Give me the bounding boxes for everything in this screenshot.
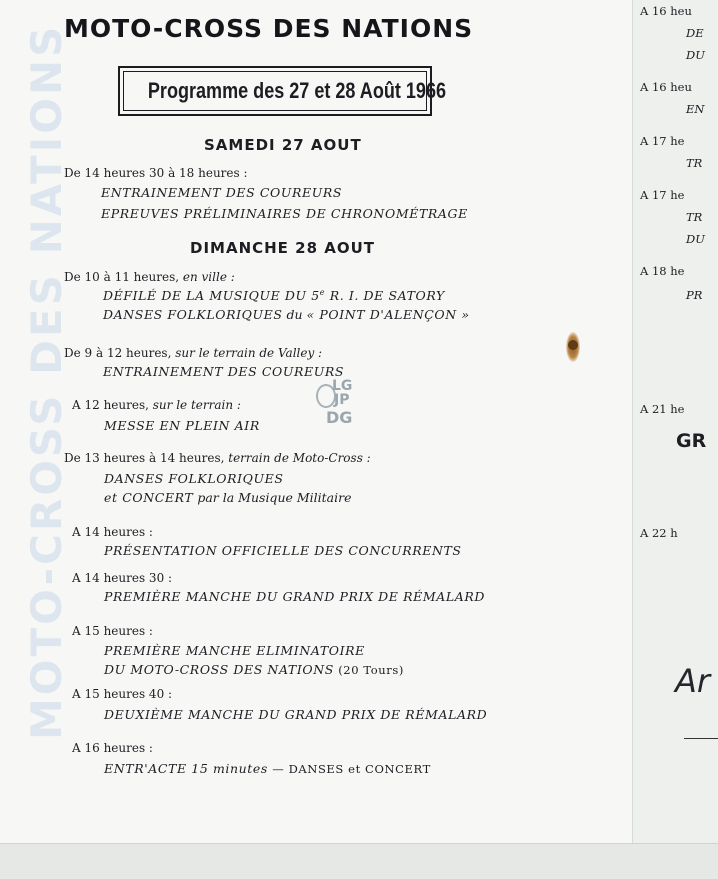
right-event-line: TR <box>686 210 703 224</box>
time-line: De 13 heures à 14 heures, terrain de Moto-Cross : <box>64 451 371 465</box>
right-time-line: A 21 he <box>640 402 685 416</box>
time-line: A 14 heures 30 : <box>72 571 173 585</box>
right-event-line: DU <box>686 48 705 62</box>
event-line: PREMIÈRE MANCHE DU GRAND PRIX DE RÉMALARD <box>104 589 486 604</box>
event-line: EPREUVES PRÉLIMINAIRES DE CHRONOMÉTRAGE <box>101 206 468 221</box>
right-event-line: EN <box>686 102 705 116</box>
right-time-line: A 22 h <box>640 526 678 540</box>
ghost-text: MOTO-CROSS DES NATIONS <box>22 23 71 740</box>
right-time-line: A 17 he <box>640 134 685 148</box>
programme-dates: Programme des 27 et 28 Août 1966 <box>147 78 447 103</box>
right-event-line: DU <box>686 232 705 246</box>
stain-dot <box>568 340 578 350</box>
time-line: A 12 heures, sur le terrain : <box>72 398 241 412</box>
right-heading: GR <box>676 430 707 452</box>
right-time-line: A 16 heu <box>640 80 692 94</box>
time-line: A 15 heures : <box>72 624 153 638</box>
watermark-logo: LG JP DG <box>314 378 366 426</box>
right-event-line: TR <box>686 156 703 170</box>
bottom-edge <box>0 843 718 879</box>
event-line: ENTR'ACTE 15 minutes — DANSES et CONCERT <box>104 761 431 776</box>
page-title: MOTO-CROSS DES NATIONS <box>64 14 474 43</box>
right-time-line: A 18 he <box>640 264 685 278</box>
event-line: DANSES FOLKLORIQUES <box>104 471 284 486</box>
event-line: DANSES FOLKLORIQUES du « POINT D'ALENÇON » <box>103 307 470 322</box>
event-line: DU MOTO-CROSS DES NATIONS (20 Tours) <box>104 662 404 677</box>
right-time-line: A 17 he <box>640 188 685 202</box>
event-line: DÉFILÉ DE LA MUSIQUE DU 5e R. I. DE SATORY <box>103 288 445 304</box>
event-line: et CONCERT par la Musique Militaire <box>104 490 352 505</box>
time-line: A 16 heures : <box>72 741 153 755</box>
event-line: ENTRAINEMENT DES COUREURS <box>103 364 345 379</box>
time-line: De 14 heures 30 à 18 heures : <box>64 166 248 180</box>
event-line: ENTRAINEMENT DES COUREURS <box>101 185 343 200</box>
right-signature-text: Ar <box>675 662 711 700</box>
event-line: PREMIÈRE MANCHE ELIMINATOIRE <box>104 643 365 658</box>
time-line: A 14 heures : <box>72 525 153 539</box>
event-line: PRÉSENTATION OFFICIELLE DES CONCURRENTS <box>104 543 462 558</box>
day-heading-saturday: SAMEDI 27 AOUT <box>204 136 362 154</box>
right-event-line: PR <box>686 288 703 302</box>
time-line: A 15 heures 40 : <box>72 687 173 701</box>
event-line: DEUXIÈME MANCHE DU GRAND PRIX DE RÉMALARD <box>104 707 488 722</box>
right-time-line: A 16 heu <box>640 4 692 18</box>
time-line: De 9 à 12 heures, sur le terrain de Valley : <box>64 346 323 360</box>
programme-box <box>118 66 447 116</box>
right-rule <box>684 738 718 739</box>
right-event-line: DE <box>686 26 704 40</box>
time-line: De 10 à 11 heures, en ville : <box>64 270 235 284</box>
day-heading-sunday: DIMANCHE 28 AOUT <box>190 239 376 257</box>
event-line: MESSE EN PLEIN AIR <box>104 418 260 433</box>
